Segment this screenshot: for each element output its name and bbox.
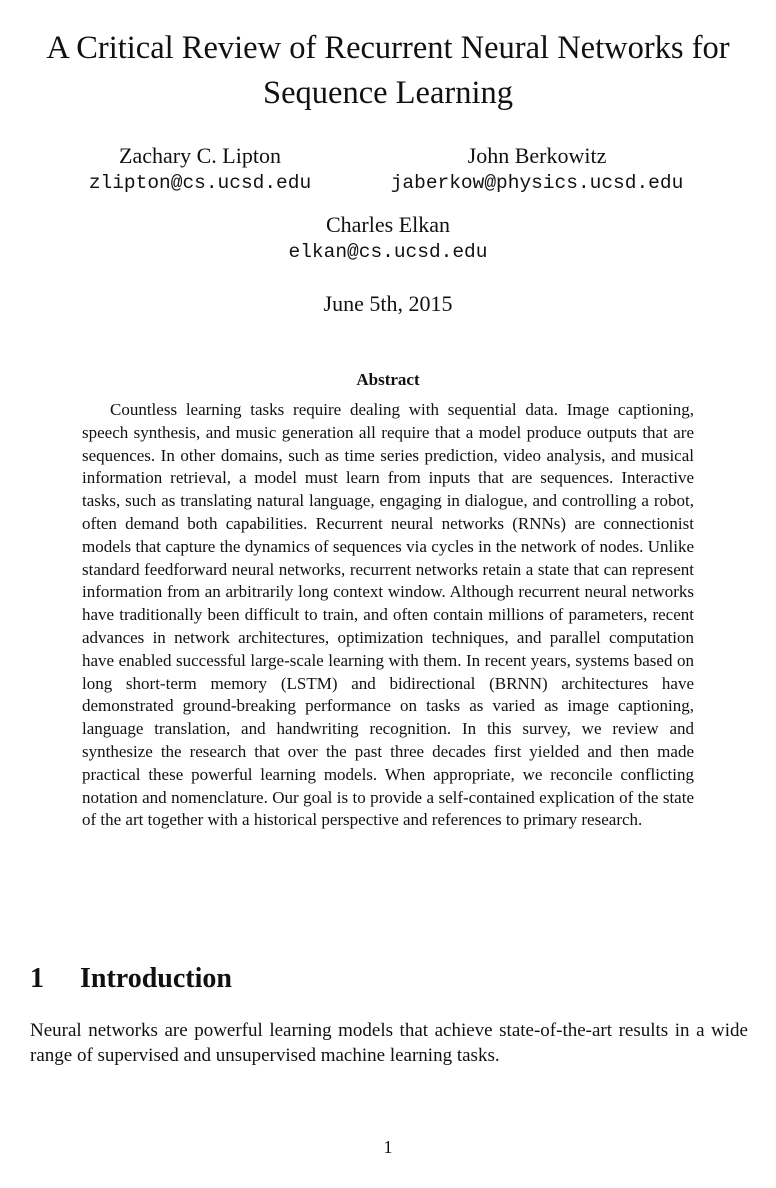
author-block-3 <box>238 211 538 265</box>
author-name: Charles Elkan <box>325 212 451 237</box>
section-number: 1 <box>30 963 44 994</box>
author-name: Zachary C. Lipton <box>119 143 281 168</box>
introduction-text: Neural networks are powerful learning models that achieve state-of-the-art results in a wide range of supervised and unsupervised machine learning tasks. <box>30 1020 748 1066</box>
author-email: jaberkow@physics.ucsd.edu <box>390 172 684 194</box>
author-block-2 <box>372 142 702 196</box>
author-name: John Berkowitz <box>467 143 607 168</box>
page-number: 1 <box>383 1137 393 1157</box>
author-email: elkan@cs.ucsd.edu <box>288 241 488 263</box>
author-email: zlipton@cs.ucsd.edu <box>88 172 312 194</box>
author-block-1 <box>80 142 320 196</box>
publication-date: June 5th, 2015 <box>323 291 453 316</box>
abstract-heading: Abstract <box>356 370 420 389</box>
section-heading <box>30 961 232 997</box>
section-title: Introduction <box>80 963 232 994</box>
paper-title: A Critical Review of Recurrent Neural Networks for Sequence Learning <box>46 30 730 111</box>
abstract-text: Countless learning tasks require dealing with sequential data. Image captioning, speech synthesis, and music generation all require that a model produce outputs that are sequences. In other domains, such as time series prediction, video analysis, and musical information retrieval, a model must learn from inputs that are sequences. Interactive tasks, such as translating natural language, engaging in dialogue, and controlling a robot, often demand both capabilities. Recurrent neural networks (RNNs) are connectionist models that capture the dynamics of sequences via cycles in the network of nodes. Unlike standard feedforward neural networks, recurrent networks retain a state that can represent information from an arbitrarily long context window. Although recurrent neural networks have traditionally been difficult to train, and often contain millions of parameters, recent advances in network architectures, optimization techniques, and parallel computation have enabled successful large-scale learning with them. In recent years, systems based on long short-term memory (LSTM) and bidirectional (BRNN) architectures have demonstrated ground-breaking performance on tasks as varied as image captioning, language translation, and handwriting recognition. In this survey, we review and synthesize the research that over the past three decades first yielded and then made practical these powerful learning models. When appropriate, we reconcile conflicting notation and nomenclature. Our goal is to provide a self-contained explication of the state of the art together with a historical perspective and references to primary research. <box>82 400 694 830</box>
